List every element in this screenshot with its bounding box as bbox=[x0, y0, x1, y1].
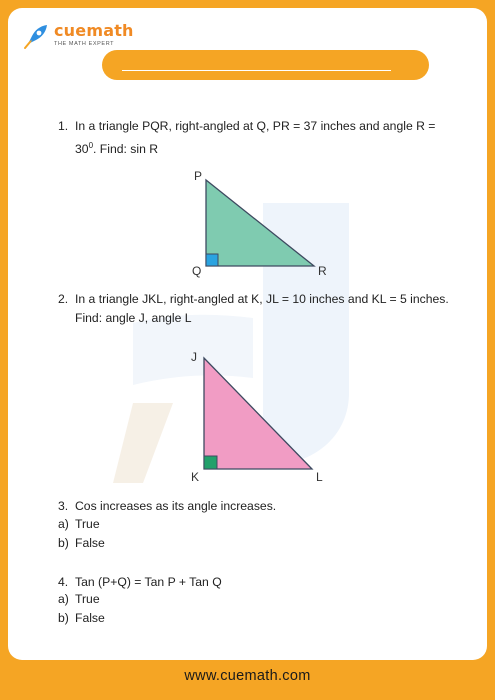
right-angle-marker bbox=[204, 456, 217, 469]
question-3 bbox=[58, 497, 458, 516]
option-a[interactable] bbox=[58, 592, 100, 606]
question-text-line2 bbox=[75, 136, 458, 159]
option-letter: a) bbox=[58, 592, 69, 606]
option-b[interactable] bbox=[58, 611, 105, 625]
degree-superscript: 0 bbox=[88, 141, 94, 150]
option-text: False bbox=[75, 611, 105, 625]
option-letter: b) bbox=[58, 611, 69, 625]
option-text: True bbox=[75, 592, 100, 606]
vertex-label-p: P bbox=[194, 169, 203, 183]
question-1 bbox=[58, 117, 458, 159]
vertex-label-q: Q bbox=[192, 264, 202, 278]
option-letter: a) bbox=[58, 517, 69, 531]
logo-word: cuemath bbox=[54, 21, 134, 40]
cuemath-logo bbox=[22, 22, 134, 50]
angle-value: 30 bbox=[75, 142, 89, 157]
right-angle-marker bbox=[206, 254, 218, 266]
question-2 bbox=[58, 290, 458, 328]
option-text: True bbox=[75, 517, 100, 531]
website-footer[interactable]: www.cuemath.com bbox=[184, 668, 311, 684]
title-banner bbox=[102, 50, 429, 80]
title-underline bbox=[122, 70, 391, 71]
option-text: False bbox=[75, 536, 105, 550]
rocket-icon bbox=[22, 22, 50, 50]
question-number: 2. bbox=[58, 292, 69, 306]
triangle-pqr-figure bbox=[188, 165, 338, 283]
question-ask: . Find: sin R bbox=[93, 142, 159, 157]
option-letter: b) bbox=[58, 536, 69, 550]
question-text: Tan (P+Q) = Tan P + Tan Q bbox=[75, 575, 222, 589]
vertex-label-r: R bbox=[318, 264, 327, 278]
option-a[interactable] bbox=[58, 517, 100, 531]
vertex-label-k: K bbox=[191, 470, 200, 484]
question-text: In a triangle PQR, right-angled at Q, PR = 37 inches and angle R = bbox=[75, 119, 436, 133]
triangle-pqr bbox=[206, 180, 314, 266]
question-number: 1. bbox=[58, 119, 69, 133]
question-text: Cos increases as its angle increases. bbox=[75, 499, 277, 513]
vertex-label-l: L bbox=[316, 470, 323, 484]
triangle-jkl bbox=[204, 358, 312, 469]
question-4 bbox=[58, 573, 458, 592]
vertex-label-j: J bbox=[191, 350, 197, 364]
triangle-jkl-figure bbox=[188, 342, 338, 488]
question-number: 4. bbox=[58, 575, 69, 589]
worksheet-page bbox=[8, 8, 487, 660]
question-text: In a triangle JKL, right-angled at K, JL = 10 inches and KL = 5 inches. bbox=[75, 292, 449, 306]
option-b[interactable] bbox=[58, 536, 105, 550]
question-text-line2: Find: angle J, angle L bbox=[75, 311, 192, 325]
logo-tagline: THE MATH EXPERT bbox=[54, 41, 115, 47]
question-number: 3. bbox=[58, 499, 69, 513]
